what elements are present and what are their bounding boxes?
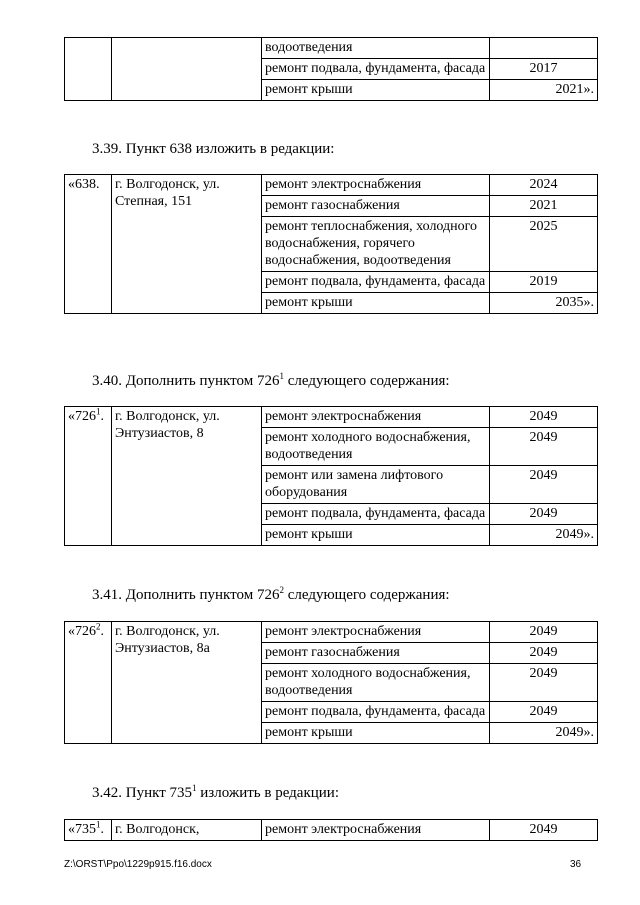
year-cell <box>490 38 598 59</box>
work-cell: ремонт электроснабжения <box>262 407 490 428</box>
heading-text: следующего содержания: <box>283 373 450 389</box>
year-cell: 2049 <box>490 820 598 841</box>
work-cell: ремонт электроснабжения <box>262 820 490 841</box>
work-cell: ремонт электроснабжения <box>262 175 490 196</box>
year-cell: 2049 <box>490 407 598 428</box>
year-cell: 2021 <box>490 196 598 217</box>
year-cell: 2021». <box>490 80 598 101</box>
item-number-cell <box>65 820 112 841</box>
table-item-726-1 <box>64 406 598 546</box>
item-number-dot: . <box>100 409 104 424</box>
superscript: 1 <box>96 819 101 830</box>
address-cell: г. Волгодонск, <box>112 820 262 841</box>
heading-text: следующего содержания: <box>283 587 450 603</box>
superscript: 2 <box>279 585 284 595</box>
year-cell: 2049 <box>490 428 598 466</box>
work-cell: ремонт подвала, фундамента, фасада <box>262 702 490 723</box>
year-cell: 2035». <box>490 293 598 314</box>
work-cell: ремонт газоснабжения <box>262 643 490 664</box>
section-heading-3-39: 3.39. Пункт 638 изложить в редакции: <box>92 141 335 157</box>
address-cell: г. Волгодонск, ул. Энтузиастов, 8 <box>112 407 262 546</box>
table-row <box>65 622 598 643</box>
address-cell: г. Волгодонск, ул. Энтузиастов, 8а <box>112 622 262 744</box>
work-cell: ремонт электроснабжения <box>262 622 490 643</box>
table-continued <box>64 37 598 101</box>
year-cell: 2049». <box>490 525 598 546</box>
item-number-cell <box>65 407 112 546</box>
heading-text: изложить в редакции: <box>196 785 339 801</box>
item-number: «735 <box>68 822 96 837</box>
work-cell: ремонт крыши <box>262 293 490 314</box>
item-number: «726 <box>68 624 96 639</box>
year-cell: 2025 <box>490 217 598 272</box>
year-cell: 2049 <box>490 466 598 504</box>
work-cell: ремонт или замена лифтового оборудования <box>262 466 490 504</box>
year-cell: 2019 <box>490 272 598 293</box>
year-cell: 2049 <box>490 504 598 525</box>
item-number: «726 <box>68 409 96 424</box>
item-number-cell: «638. <box>65 175 112 314</box>
footer-file-path: Z:\ORST\Ppo\1229p915.f16.docx <box>64 859 212 870</box>
footer-page-number: 36 <box>570 859 582 870</box>
heading-text: 3.41. Дополнить пунктом 726 <box>92 587 280 603</box>
table-item-638 <box>64 174 598 314</box>
section-heading-3-40 <box>92 373 450 390</box>
year-cell: 2049 <box>490 643 598 664</box>
table-row <box>65 175 598 196</box>
work-cell: ремонт крыши <box>262 723 490 744</box>
work-cell: ремонт теплоснабжения, холодного водоснабжения, горячего водоснабжения, водоотведения <box>262 217 490 272</box>
work-cell: ремонт крыши <box>262 80 490 101</box>
work-cell: ремонт холодного водоснабжения, водоотведения <box>262 428 490 466</box>
section-heading-3-42 <box>92 785 339 802</box>
superscript: 1 <box>192 783 197 793</box>
year-cell: 2049». <box>490 723 598 744</box>
heading-text: 3.42. Пункт 735 <box>92 785 193 801</box>
work-cell: ремонт подвала, фундамента, фасада <box>262 272 490 293</box>
year-cell: 2049 <box>490 664 598 702</box>
item-number-cell <box>65 38 112 101</box>
superscript: 2 <box>96 621 101 632</box>
table-row <box>65 820 598 841</box>
item-number-dot: . <box>100 822 104 837</box>
table-item-735-1 <box>64 819 598 841</box>
year-cell: 2017 <box>490 59 598 80</box>
superscript: 1 <box>96 406 101 417</box>
superscript: 1 <box>279 371 284 381</box>
address-cell <box>112 38 262 101</box>
year-cell: 2049 <box>490 702 598 723</box>
work-cell: ремонт холодного водоснабжения, водоотведения <box>262 664 490 702</box>
table-row <box>65 38 598 59</box>
address-cell: г. Волгодонск, ул. Степная, 151 <box>112 175 262 314</box>
item-number-cell <box>65 622 112 744</box>
year-cell: 2049 <box>490 622 598 643</box>
work-cell: ремонт газоснабжения <box>262 196 490 217</box>
section-heading-3-41 <box>92 587 450 604</box>
item-number-dot: . <box>100 624 104 639</box>
table-item-726-2 <box>64 621 598 744</box>
work-cell: ремонт подвала, фундамента, фасада <box>262 59 490 80</box>
heading-text: 3.40. Дополнить пунктом 726 <box>92 373 280 389</box>
year-cell: 2024 <box>490 175 598 196</box>
work-cell: водоотведения <box>262 38 490 59</box>
table-row <box>65 407 598 428</box>
work-cell: ремонт крыши <box>262 525 490 546</box>
work-cell: ремонт подвала, фундамента, фасада <box>262 504 490 525</box>
